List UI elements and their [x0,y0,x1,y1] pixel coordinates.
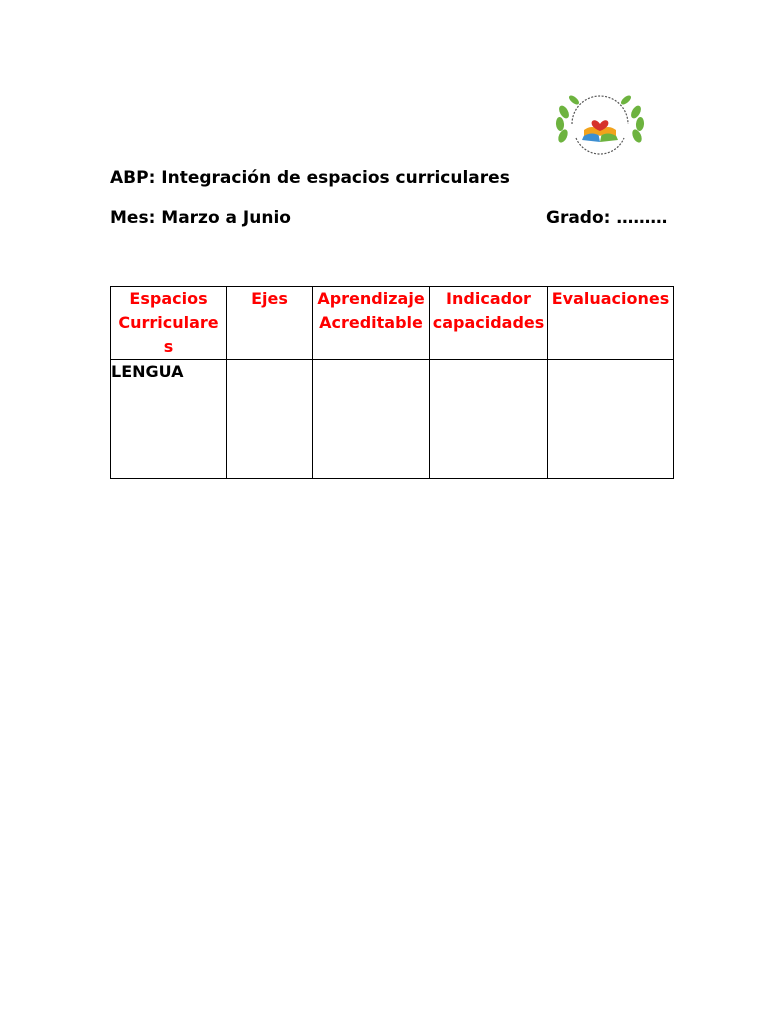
document-title: ABP: Integración de espacios curriculares [110,168,510,188]
table-cell [548,360,674,479]
header-espacios-curriculares: Espacios Curriculare s [111,287,227,360]
school-emblem-icon [552,84,648,168]
grade-label: Grado: ……… [546,208,668,228]
header-aprendizaje-acreditable: Aprendizaje Acreditable [313,287,430,360]
school-logo [552,84,648,168]
leaf-wreath-icon [555,94,644,144]
header-indicador-capacidades: Indicador capacidades [430,287,548,360]
header-ejes: Ejes [227,287,313,360]
month-label: Mes: Marzo a Junio [110,208,291,228]
table-header-row [111,287,674,360]
table-row [111,360,674,479]
table-cell [313,360,430,479]
curriculum-table [110,286,674,479]
table-cell [227,360,313,479]
table-cell: LENGUA [111,360,227,479]
header-evaluaciones: Evaluaciones [548,287,674,360]
table-cell [430,360,548,479]
